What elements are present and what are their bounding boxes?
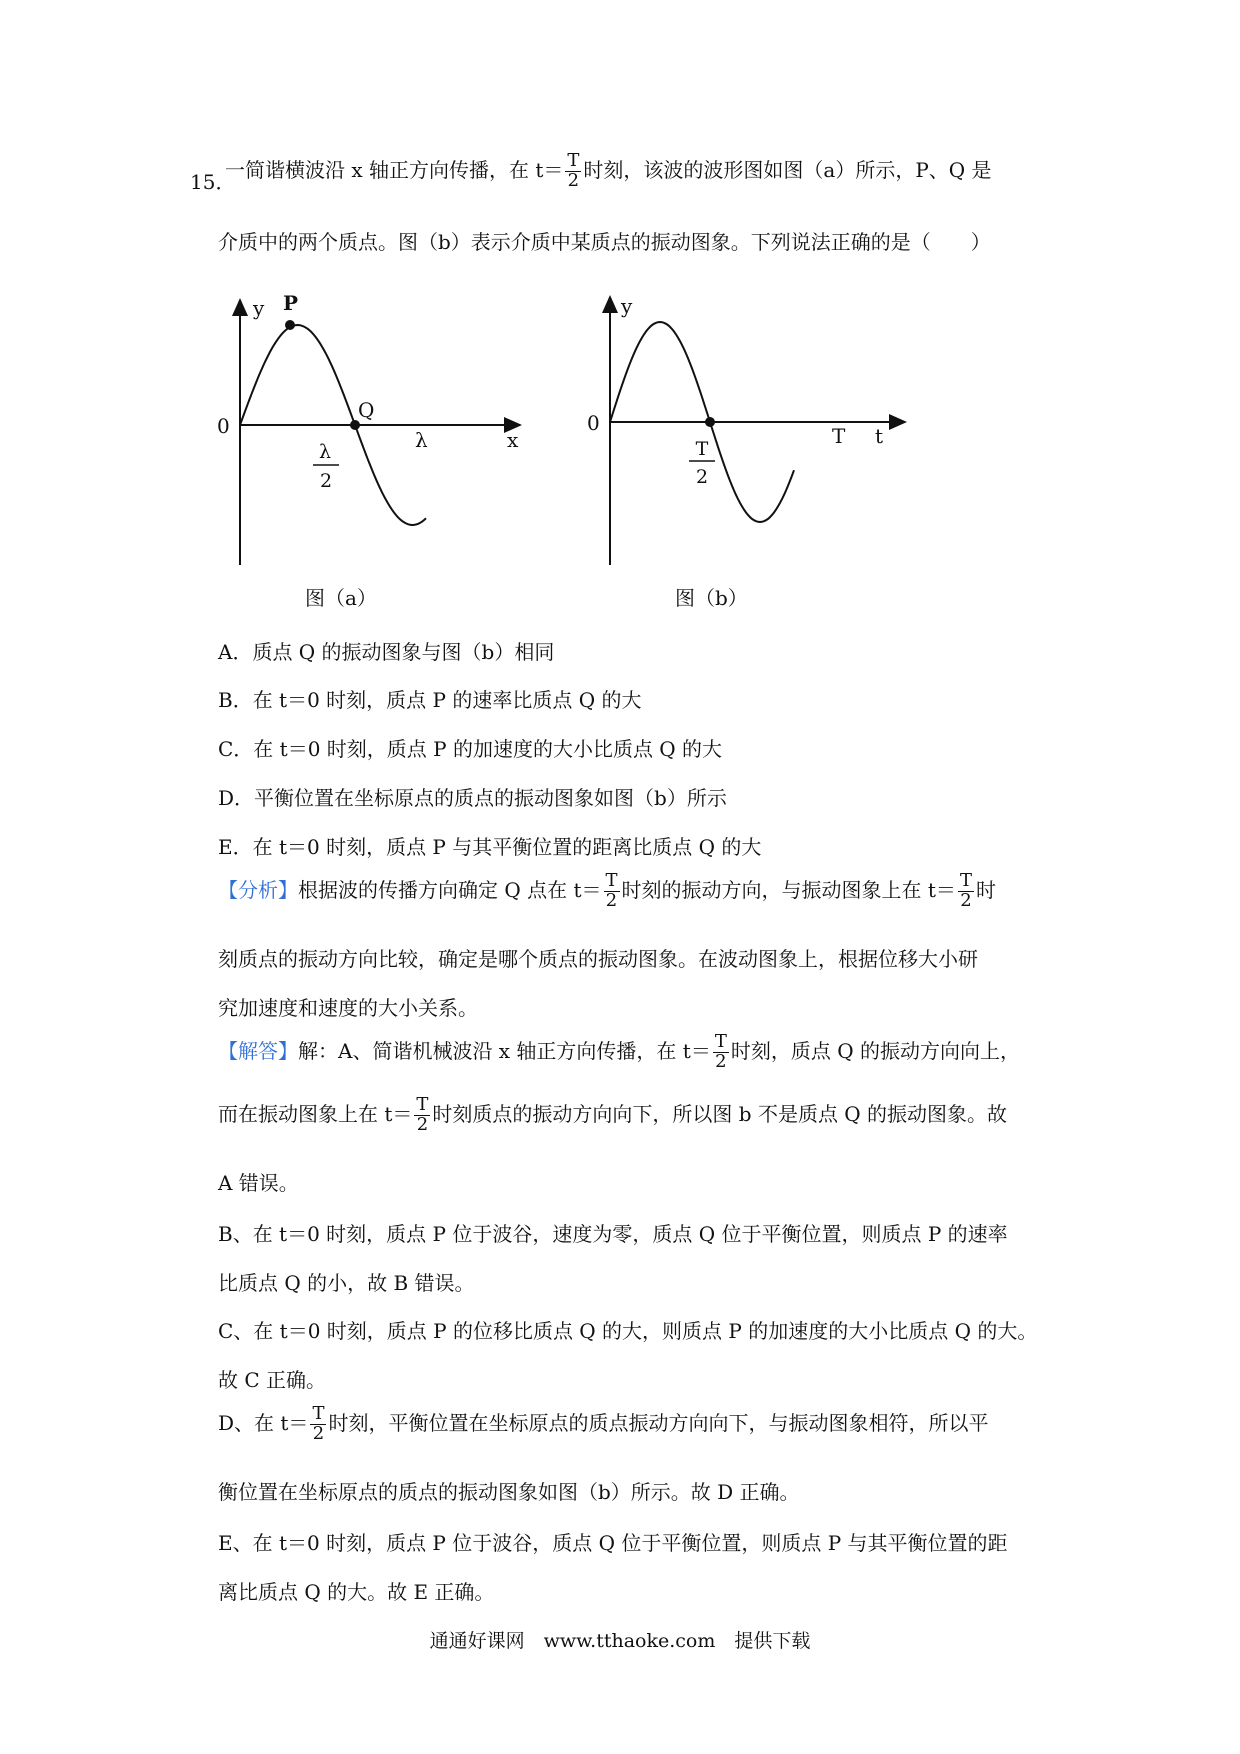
answer-line-6: C、在 t＝0 时刻，质点 P 的位移比质点 Q 的大，则质点 P 的加速度的大小比质点 Q 的大。 bbox=[218, 1319, 1038, 1343]
point-p-dot bbox=[285, 320, 295, 330]
t-axis-label: t bbox=[875, 424, 884, 448]
option-c: C．在 t＝0 时刻，质点 P 的加速度的大小比质点 Q 的大 bbox=[218, 737, 723, 761]
period-label: T bbox=[832, 424, 846, 448]
answer-line-2 bbox=[218, 1096, 1007, 1135]
answer-text: 而在振动图象上在 t＝ bbox=[218, 1101, 413, 1126]
analysis-line-2: 刻质点的振动方向比较，确定是哪个质点的振动图象。在波动图象上，根据位移大小研 bbox=[218, 947, 978, 971]
fraction-t-over-2 bbox=[565, 152, 581, 191]
question-stem-line-1 bbox=[225, 152, 992, 191]
answer-line-4: B、在 t＝0 时刻，质点 P 位于波谷，速度为零，质点 Q 位于平衡位置，则质点 P 的速率 bbox=[218, 1222, 1008, 1246]
figure-a bbox=[215, 275, 555, 580]
origin-label: 0 bbox=[587, 411, 600, 435]
answer-line-8 bbox=[218, 1405, 988, 1444]
fraction-numerator: T bbox=[714, 1031, 727, 1052]
stem-text: 时刻，该波的波形图如图（a）所示，P、Q 是 bbox=[583, 157, 992, 182]
fraction-numerator: T bbox=[605, 870, 618, 891]
answer-text: 时刻，平衡位置在坐标原点的质点振动方向向下，与振动图象相符，所以平 bbox=[328, 1410, 989, 1435]
fraction-denominator: 2 bbox=[715, 1050, 727, 1072]
answer-line-10: E、在 t＝0 时刻，质点 P 位于波谷，质点 Q 位于平衡位置，则质点 P 与其平衡位置的距 bbox=[218, 1531, 1008, 1555]
fraction-denominator: 2 bbox=[960, 889, 972, 911]
fraction-numerator: T bbox=[959, 870, 972, 891]
analysis-text: 时 bbox=[975, 877, 996, 902]
analysis-text: 根据波的传播方向确定 Q 点在 t＝ bbox=[298, 877, 602, 902]
half-period-numerator: T bbox=[695, 438, 709, 460]
analysis-line-1 bbox=[218, 872, 996, 911]
half-period-dot bbox=[705, 417, 715, 427]
option-b: B．在 t＝0 时刻，质点 P 的速率比质点 Q 的大 bbox=[218, 688, 642, 712]
question-stem-line-2: 介质中的两个质点。图（b）表示介质中某质点的振动图象。下列说法正确的是（ ） bbox=[218, 230, 991, 254]
fraction-t-over-2 bbox=[604, 872, 620, 911]
answer-text: 解：A、简谐机械波沿 x 轴正方向传播，在 t＝ bbox=[298, 1038, 711, 1063]
fraction-numerator: T bbox=[312, 1403, 325, 1424]
answer-line-9: 衡位置在坐标原点的质点的振动图象如图（b）所示。故 D 正确。 bbox=[218, 1480, 800, 1504]
fraction-t-over-2 bbox=[414, 1096, 430, 1135]
figure-a-caption: 图（a） bbox=[305, 586, 377, 610]
answer-line-3: A 错误。 bbox=[218, 1171, 299, 1195]
fraction-numerator: T bbox=[416, 1094, 429, 1115]
figure-b bbox=[585, 275, 915, 580]
figure-b-caption: 图（b） bbox=[675, 586, 748, 610]
origin-label: 0 bbox=[217, 414, 230, 438]
y-axis-label: y bbox=[253, 296, 265, 320]
fraction-denominator: 2 bbox=[605, 889, 618, 911]
point-p-label: P bbox=[283, 291, 299, 315]
point-q-label: Q bbox=[358, 398, 375, 422]
answer-line-1 bbox=[218, 1033, 1020, 1072]
answer-text: D、在 t＝ bbox=[218, 1410, 309, 1435]
analysis-tag: 【分析】 bbox=[218, 877, 298, 902]
answer-line-5: 比质点 Q 的小，故 B 错误。 bbox=[218, 1271, 475, 1295]
answer-text: 时刻，质点 Q 的振动方向向上， bbox=[730, 1038, 1020, 1063]
x-axis-label: x bbox=[507, 428, 519, 452]
answer-line-11: 离比质点 Q 的大。故 E 正确。 bbox=[218, 1580, 495, 1604]
question-number: 15． bbox=[190, 170, 236, 194]
answer-tag: 【解答】 bbox=[218, 1038, 298, 1063]
page-footer: 通通好课网 www.tthaoke.com 提供下载 bbox=[429, 1630, 811, 1652]
answer-line-7: 故 C 正确。 bbox=[218, 1368, 327, 1392]
y-axis-label: y bbox=[621, 294, 633, 318]
figure-b-plot bbox=[585, 275, 915, 575]
option-d: D．平衡位置在坐标原点的质点的振动图象如图（b）所示 bbox=[218, 786, 727, 810]
answer-text: 时刻质点的振动方向向下，所以图 b 不是质点 Q 的振动图象。故 bbox=[432, 1101, 1008, 1126]
analysis-line-3: 究加速度和速度的大小关系。 bbox=[218, 996, 478, 1020]
fraction-t-over-2 bbox=[958, 872, 974, 911]
fraction-t-over-2 bbox=[713, 1033, 729, 1072]
option-a: A．质点 Q 的振动图象与图（b）相同 bbox=[218, 640, 555, 664]
analysis-text: 时刻的振动方向，与振动图象上在 t＝ bbox=[621, 877, 956, 902]
fraction-denominator: 2 bbox=[312, 1422, 325, 1444]
half-wavelength-denominator: 2 bbox=[319, 470, 333, 492]
fraction-t-over-2 bbox=[310, 1405, 326, 1444]
fraction-denominator: 2 bbox=[416, 1113, 429, 1135]
wavelength-label: λ bbox=[415, 428, 428, 452]
fraction-numerator: T bbox=[567, 150, 580, 171]
fraction-denominator: 2 bbox=[567, 169, 580, 191]
stem-text: 一简谐横波沿 x 轴正方向传播，在 t＝ bbox=[225, 157, 564, 182]
figure-a-plot bbox=[215, 275, 555, 575]
half-wavelength-numerator: λ bbox=[318, 441, 332, 463]
option-e: E．在 t＝0 时刻，质点 P 与其平衡位置的距离比质点 Q 的大 bbox=[218, 835, 762, 859]
half-period-denominator: 2 bbox=[695, 466, 709, 488]
